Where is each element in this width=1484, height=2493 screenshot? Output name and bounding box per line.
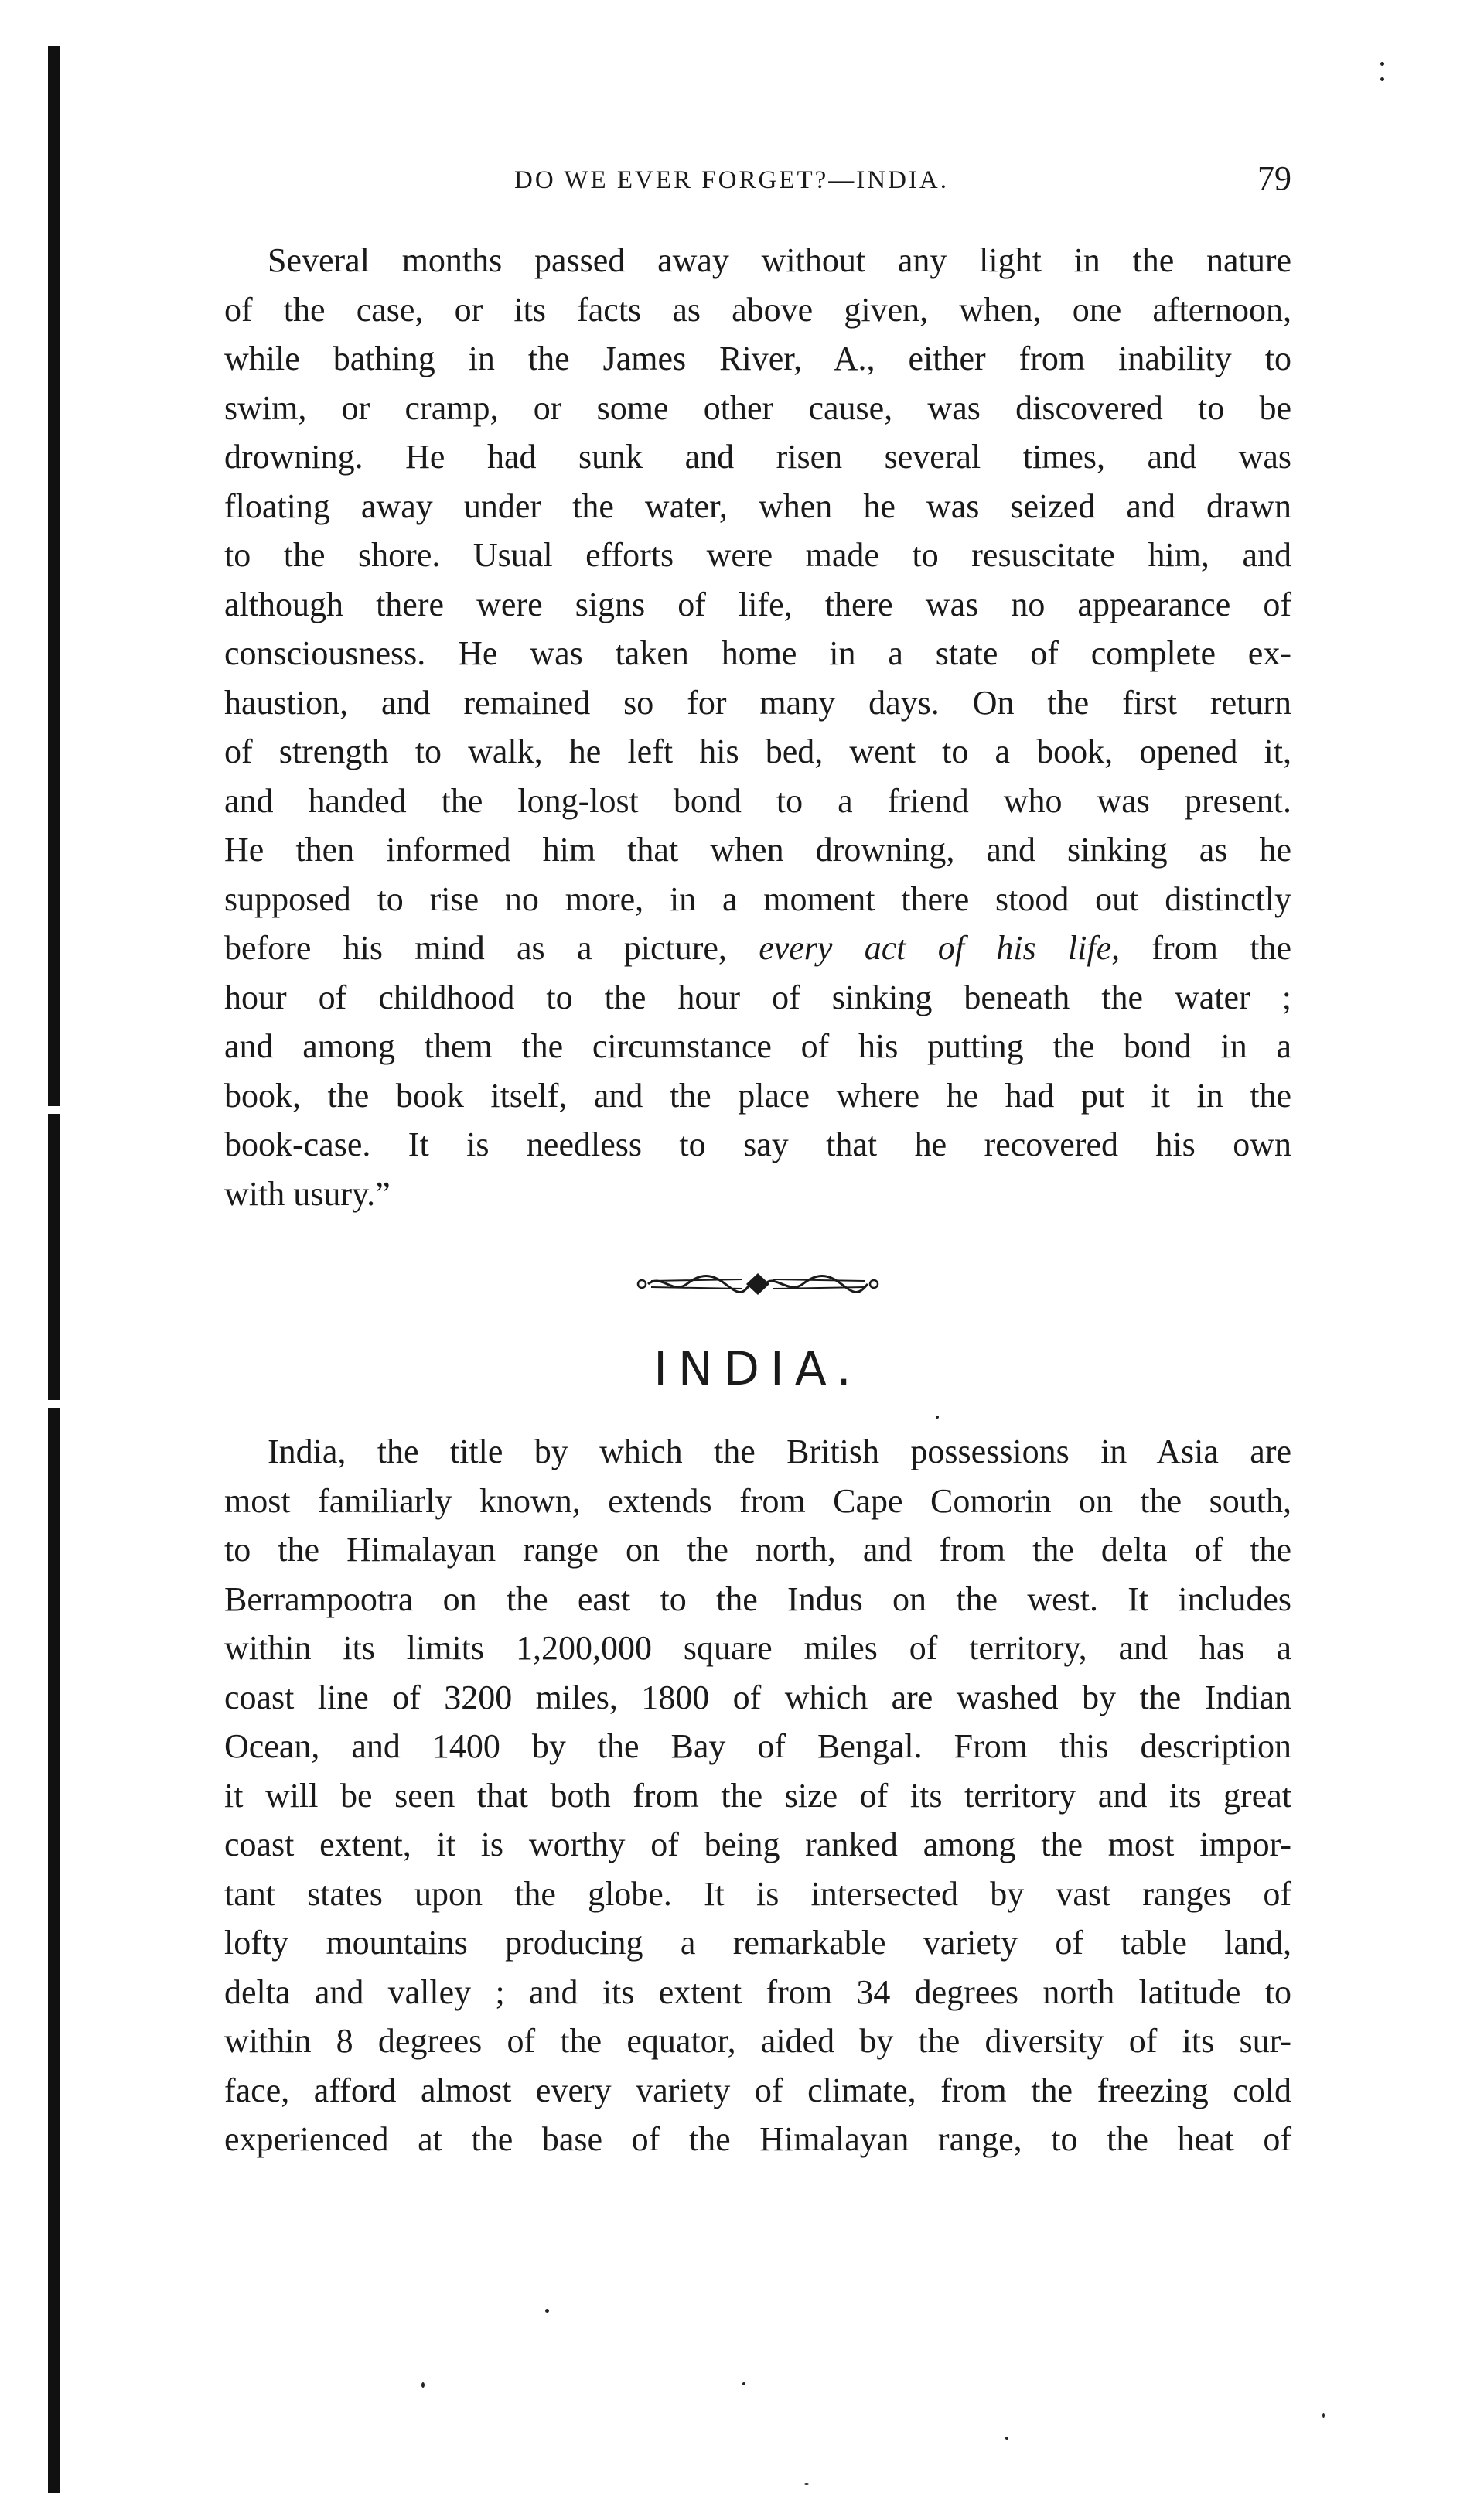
text-line: book-case. It is needless to say that he recovered his own xyxy=(224,1125,1291,1163)
text-line: experienced at the base of the Himalayan range, to the heat of xyxy=(224,2120,1291,2158)
scan-speck xyxy=(742,2382,745,2385)
text-line: coast line of 3200 miles, 1800 of which are washed by the Indian xyxy=(224,1678,1291,1716)
text-line: Ocean, and 1400 by the Bay of Bengal. From this description xyxy=(224,1727,1291,1765)
text-line: haustion, and remained so for many days. On the first return xyxy=(224,683,1291,722)
scan-speck xyxy=(1322,2413,1325,2418)
text-line: hour of childhood to the hour of sinking beneath the water ; xyxy=(224,978,1291,1016)
scan-speck xyxy=(545,2309,549,2313)
text-fragment: before his mind as a picture, xyxy=(224,929,727,967)
text-line: tant states upon the globe. It is intersected by vast ranges of xyxy=(224,1874,1291,1913)
text-line: to the shore. Usual efforts were made to resuscitate him, and xyxy=(224,536,1291,574)
text-fragment: , from the xyxy=(1111,929,1291,967)
text-line: with usury.” xyxy=(224,1174,391,1213)
text-line: Berrampootra on the east to the Indus on the west. It includes xyxy=(224,1579,1291,1618)
binding-notch xyxy=(46,1400,63,1408)
text-line: within 8 degrees of the equator, aided by the diversity of its sur- xyxy=(224,2022,1291,2060)
text-line: it will be seen that both from the size of its territory and its great xyxy=(224,1776,1291,1815)
text-line-with-emphasis xyxy=(224,924,1291,973)
binding-notch xyxy=(46,1106,63,1114)
text-line: India, the title by which the British possessions in Asia are xyxy=(268,1433,1291,1470)
running-title: DO WE EVER FORGET?—INDIA. xyxy=(514,166,949,194)
scan-speck xyxy=(421,2382,425,2388)
text-line: Several months passed away without any light in the nature xyxy=(268,241,1291,279)
text-line: face, afford almost every variety of climate, from the freezing cold xyxy=(224,2071,1291,2109)
text-line: swim, or cramp, or some other cause, was discovered to be xyxy=(224,388,1291,427)
scan-speck xyxy=(1005,2437,1008,2440)
text-line: although there were signs of life, there was no appearance of xyxy=(224,585,1291,623)
text-line: lofty mountains producing a remarkable variety of table land, xyxy=(224,1924,1291,1962)
text-line: He then informed him that when drowning, and sinking as he xyxy=(224,831,1291,869)
section-ornament xyxy=(224,1261,1291,1307)
page-number: 79 xyxy=(1257,159,1291,197)
text-line: coast extent, it is worthy of being ranked among the most impor- xyxy=(224,1825,1291,1863)
running-head xyxy=(224,159,1291,205)
text-line: supposed to rise no more, in a moment there stood out distinctly xyxy=(224,879,1291,918)
ornament-flourish-icon xyxy=(634,1269,882,1299)
scan-speck xyxy=(936,1416,939,1419)
text-line: and handed the long-lost bond to a friend who was present. xyxy=(224,781,1291,820)
emphasis-text: every act of his life xyxy=(759,929,1112,967)
page-binding-edge xyxy=(48,46,60,2493)
text-line: delta and valley ; and its extent from 34 degrees north latitude to xyxy=(224,1972,1291,2011)
scan-speck xyxy=(804,2483,809,2485)
text-line: of strength to walk, he left his bed, went to a book, opened it, xyxy=(224,733,1291,770)
text-line: within its limits 1,200,000 square miles of territory, and has a xyxy=(224,1629,1291,1667)
text-line: of the case, or its facts as above given, when, one afternoon, xyxy=(224,290,1291,329)
text-line: floating away under the water, when he was seized and drawn xyxy=(224,487,1291,525)
text-line: while bathing in the James River, A., either from inability to xyxy=(224,340,1291,377)
scan-speck xyxy=(1380,62,1384,66)
paragraph-india xyxy=(224,1427,1291,2164)
text-line: book, the book itself, and the place where he had put it in the xyxy=(224,1076,1291,1115)
paragraph-continued xyxy=(224,236,1291,1218)
scan-speck xyxy=(1380,77,1384,81)
text-line: consciousness. He was taken home in a state of complete ex- xyxy=(224,634,1291,672)
section-title: INDIA. xyxy=(653,1342,862,1396)
text-line: drowning. He had sunk and risen several times, and was xyxy=(224,438,1291,476)
book-page xyxy=(224,159,1291,2164)
text-line: to the Himalayan range on the north, and from the delta of the xyxy=(224,1531,1291,1569)
text-line: and among them the circumstance of his putting the bond in a xyxy=(224,1027,1291,1065)
text-line: most familiarly known, extends from Cape Comorin on the south, xyxy=(224,1481,1291,1520)
